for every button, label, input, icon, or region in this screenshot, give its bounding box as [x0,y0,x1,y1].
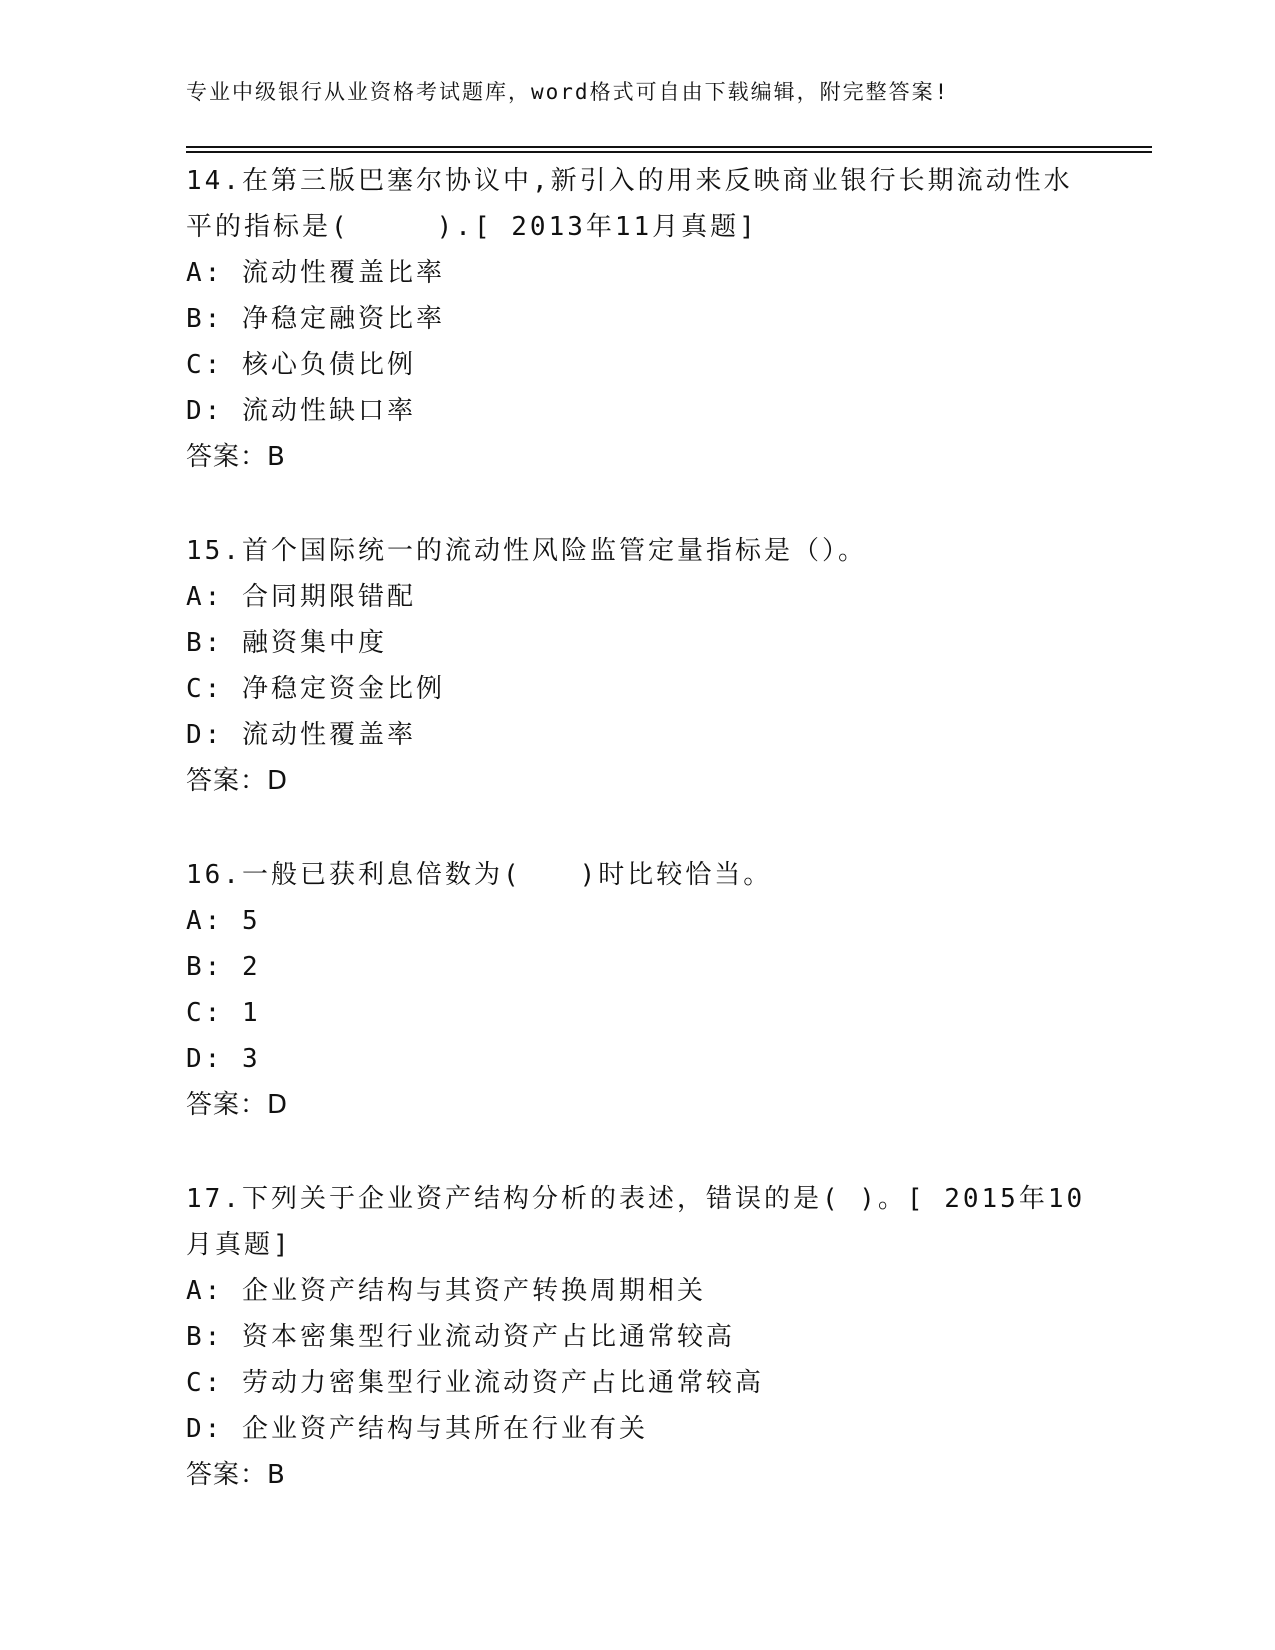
option-b: B: 净稳定融资比率 [186,304,445,334]
option-d: D: 流动性缺口率 [186,396,416,426]
option-d: D: 流动性覆盖率 [186,720,416,750]
option-a: A: 合同期限错配 [186,582,416,612]
question-14 [186,158,1086,480]
answer-label: 答案：B [186,442,286,472]
option-b: B: 融资集中度 [186,628,387,658]
option-b: B: 2 [186,952,261,982]
option-list [186,250,1086,434]
answer-label: 答案：D [186,1090,289,1120]
question-list [186,158,1086,1546]
answer-label: 答案：D [186,766,289,796]
option-a: A: 5 [186,906,261,936]
option-a: A: 流动性覆盖比率 [186,258,445,288]
option-d: D: 3 [186,1044,261,1074]
header-rule-top [186,146,1152,148]
question-17 [186,1176,1086,1498]
option-list [186,574,1086,758]
question-16 [186,852,1086,1128]
question-stem: 15.首个国际统一的流动性风险监管定量指标是（）。 [186,536,867,566]
page-header: 专业中级银行从业资格考试题库，word格式可自由下载编辑，附完整答案! [186,80,950,104]
question-15 [186,528,1086,804]
question-stem: 16.一般已获利息倍数为( )时比较恰当。 [186,860,773,890]
question-stem: 17.下列关于企业资产结构分析的表述，错误的是( )。[ 2015年10月真题] [186,1184,1086,1260]
option-list [186,1268,1086,1452]
header-rule-bottom [186,151,1152,153]
option-c: C: 1 [186,998,261,1028]
answer-label: 答案：B [186,1460,286,1490]
option-b: B: 资本密集型行业流动资产占比通常较高 [186,1322,735,1352]
option-c: C: 净稳定资金比例 [186,674,445,704]
option-list [186,898,1086,1082]
option-c: C: 劳动力密集型行业流动资产占比通常较高 [186,1368,764,1398]
option-c: C: 核心负债比例 [186,350,416,380]
question-stem: 14.在第三版巴塞尔协议中,新引入的用来反映商业银行长期流动性水平的指标是( ).[ 2013年11月真题] [186,166,1073,242]
option-a: A: 企业资产结构与其资产转换周期相关 [186,1276,706,1306]
option-d: D: 企业资产结构与其所在行业有关 [186,1414,648,1444]
